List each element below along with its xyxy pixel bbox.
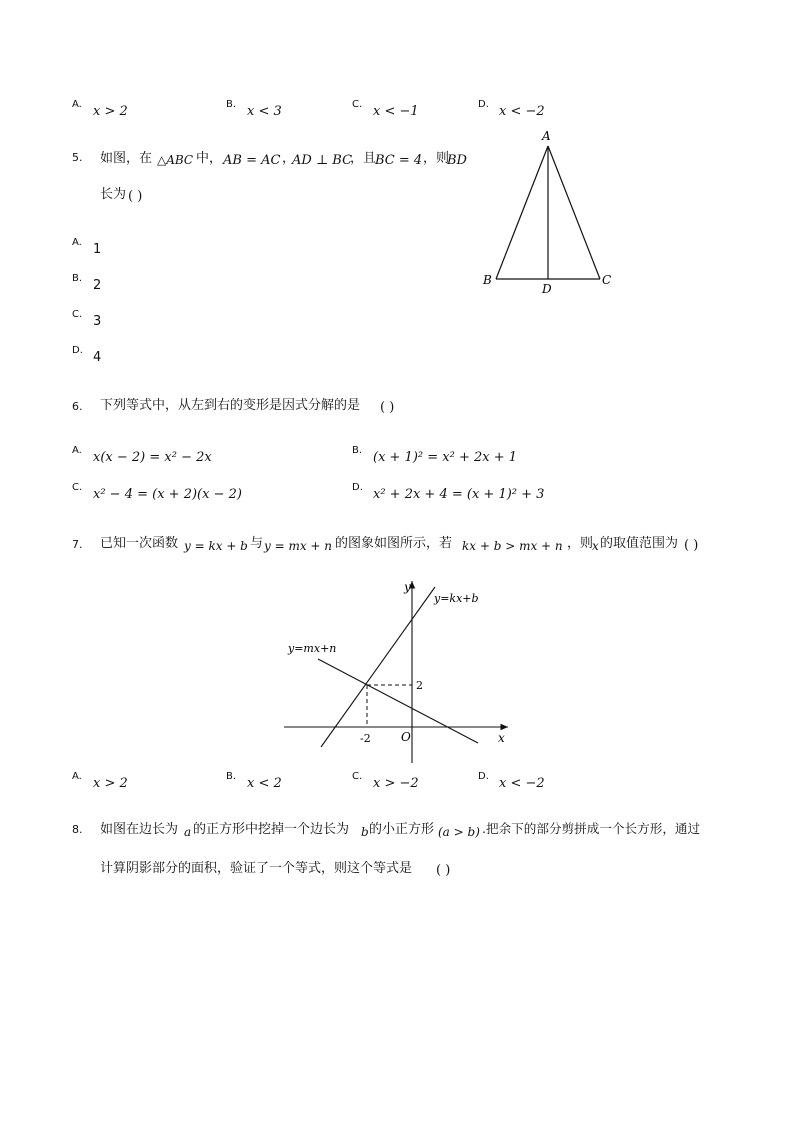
option-text: x > 2 [93,104,128,119]
triangle-figure [478,126,618,298]
question-text: ， [282,151,296,166]
option-letter: D. [72,345,83,356]
option-letter: D. [352,482,363,493]
y-tick-label: 2 [416,679,423,692]
math-expr: BD [447,153,467,168]
question-text: 如图在边长为 [100,822,179,837]
option-text: x(x − 2) = x² − 2x [93,450,212,465]
question-text: 计算阴影部分的面积，验证了一个等式，则这个等式是 [100,861,413,876]
vertex-label-b: B [483,273,492,287]
option-letter: C. [352,771,363,782]
question-text: 长为 [100,187,127,202]
question-text: ，则 [567,536,594,551]
question-text: 中， [196,151,223,166]
question-number: 6. [72,400,83,413]
option-letter: D. [478,99,489,110]
option-letter: C. [352,99,363,110]
question-number: 7. [72,538,83,551]
option-text: x < −1 [373,104,419,119]
math-expr: y = mx + n [264,539,333,553]
vertex-label-c: C [602,273,612,287]
option-text: x < 3 [247,104,282,119]
side-ac [548,146,600,279]
question-text: ，则 [423,151,450,166]
answer-paren: ( ) [380,400,395,415]
option-text: (x + 1)² = x² + 2x + 1 [373,450,518,465]
option-text: x > −2 [373,776,419,791]
answer-paren: ( ) [128,189,143,204]
vertex-label-d: D [542,282,552,296]
question-number: 5. [72,151,83,164]
math-expr: AB = AC [223,153,281,168]
math-expr: △ABC [157,153,194,167]
math-expr: (a > b) [438,825,480,839]
math-expr: a [184,825,192,839]
question-text: 下列等式中，从左到右的变形是因式分解的是 [100,398,361,413]
question-text: 已知一次函数 [100,536,179,551]
question-number: 8. [72,823,83,836]
option-text: x > 2 [93,776,128,791]
linear-function-graph [270,575,530,770]
option-text: x < 2 [247,776,282,791]
side-ab [496,146,548,279]
vertex-label-a: A [542,129,551,143]
question-text: ，且 [350,151,377,166]
option-letter: B. [226,771,237,782]
line-kx-b [321,587,435,747]
math-expr: AD ⊥ BC [292,153,353,168]
question-text: 的图象如图所示，若 [335,536,453,551]
line-label-kx-b: y=kx+b [434,592,479,605]
option-text: 1 [93,242,102,257]
option-letter: A. [72,237,82,248]
y-axis-label: y [404,580,411,594]
option-text: x < −2 [499,104,545,119]
question-text: 的取值范围为 [600,536,679,551]
math-expr: x [592,539,599,553]
answer-paren: ( ) [684,538,699,553]
math-expr: b [361,825,369,839]
option-letter: B. [352,445,363,456]
x-axis-label: x [498,731,505,745]
math-expr: y = kx + b [184,539,248,553]
option-letter: A. [72,99,82,110]
option-letter: C. [72,309,83,320]
question-text: 如图，在 [100,151,153,166]
question-text: 的正方形中挖掉一个边长为 [193,822,350,837]
origin-label: O [401,730,411,744]
answer-paren: ( ) [436,863,451,878]
option-text: 4 [93,350,102,365]
option-text: x² + 2x + 4 = (x + 1)² + 3 [373,487,545,502]
question-text: 与 [250,536,264,551]
option-letter: A. [72,445,82,456]
line-label-mx-n: y=mx+n [288,642,337,655]
math-expr: kx + b > mx + n [462,539,563,553]
question-text: .把余下的部分剪拼成一个长方形，通过 [482,821,701,836]
line-mx-n [318,659,478,743]
option-letter: A. [72,771,82,782]
option-letter: C. [72,482,83,493]
x-tick-label: -2 [360,732,371,745]
option-text: x < −2 [499,776,545,791]
option-text: x² − 4 = (x + 2)(x − 2) [93,487,242,502]
question-text: 的小正方形 [369,822,435,837]
option-letter: B. [72,273,83,284]
option-text: 3 [93,314,102,329]
math-expr: BC = 4 [375,153,423,168]
option-letter: D. [478,771,489,782]
option-text: 2 [93,278,102,293]
option-letter: B. [226,99,237,110]
